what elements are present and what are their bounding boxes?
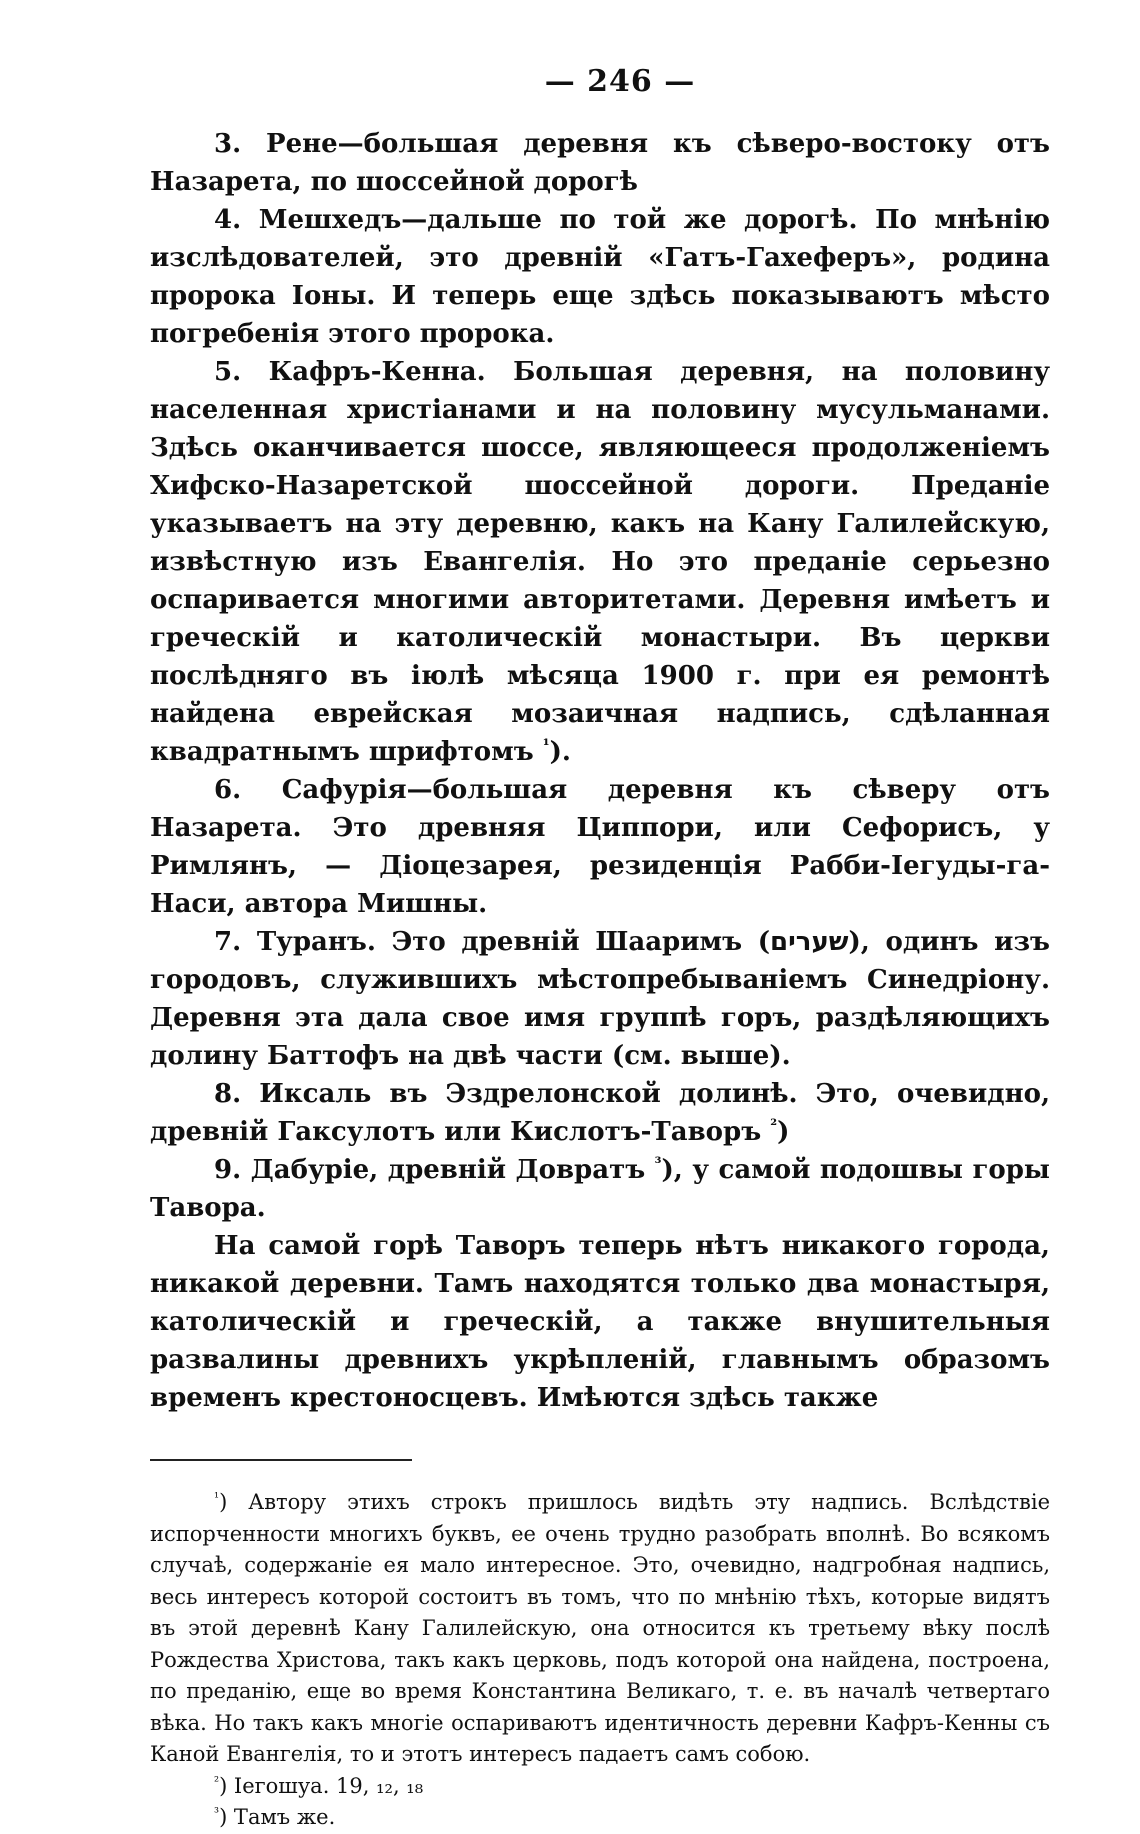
paragraph-tabor: На самой горѣ Таворъ теперь нѣтъ никакого города, никакой деревни. Тамъ находятся только два монастыря, католическій и греческій, а также внушительныя развалины древнихъ укрѣпленій, главнымъ образомъ временъ крестоносцевъ. Имѣются здѣсь также xyxy=(150,1231,1050,1413)
footnote-1: $^{^1}$) Автору этихъ строкъ пришлось видѣть эту надпись. Вслѣдствіе испорченности многихъ буквъ, ее очень трудно разобрать вполнѣ. Во всякомъ случаѣ, содержаніе ея мало интересное. Это, очевидно, надгробная надпись, весь интересъ которой состоитъ въ томъ, что по мнѣнію тѣхъ, которые видятъ въ этой деревнѣ Кану Галилейскую, она относится къ третьему вѣку послѣ Рождества Христова, такъ какъ церковь, подъ которой она найдена, построена, по преданію, еще во время Константина Великаго, т. е. въ началѣ четвертаго вѣка. Но такъ какъ многіе оспариваютъ идентичность деревни Кафръ-Кенны съ Каной Евангелія, то и этотъ интересъ падаетъ самъ собою. xyxy=(150,1489,1050,1766)
paragraph-item-9: 9. Дабуріе, древній Довратъ $^{^3}$), у самой подошвы горы Тавора. xyxy=(150,1153,1050,1223)
paragraph-item-7: 7. Туранъ. Это древній Шааримъ (שערים), одинъ изъ городовъ, служившихъ мѣстопребываніемъ Синедріону. Деревня эта дала свое имя группѣ горъ, раздѣляющихъ долину Баттофъ на двѣ части (см. выше). xyxy=(150,927,1050,1071)
footnote-mark: ¹ xyxy=(214,1489,220,1505)
hebrew-word: שערים xyxy=(770,927,849,957)
footnote-divider xyxy=(150,1459,412,1461)
page-number: — 246 — xyxy=(544,64,696,99)
paragraph-item-4: 4. Мешхедъ—дальше по той же дорогѣ. По мнѣнію изслѣдователей, это древній «Гатъ-Гахеферъ», родина пророка Іоны. И теперь еще здѣсь показываютъ мѣсто погребенія этого пророка. xyxy=(150,205,1050,349)
footnote-3: $^{^3}$) Тамъ же. xyxy=(214,1804,336,1829)
footnote-ref-2: ² xyxy=(770,1115,778,1135)
paragraph-item-3: 3. Рене—большая деревня къ сѣверо-востоку отъ Назарета, по шоссейной дорогѣ xyxy=(150,129,1050,197)
main-text xyxy=(150,125,1050,1417)
footnote-mark: ³ xyxy=(214,1804,220,1820)
paragraph-item-6: 6. Сафурія—большая деревня къ сѣверу отъ Назарета. Это древняя Циппори, или Сефорисъ, у Римлянъ, — Діоцезарея, резиденція Рабби-Іегуды-га-Наси, автора Мишны. xyxy=(150,775,1050,919)
book-page xyxy=(150,64,1050,1834)
footnote-mark: ² xyxy=(214,1772,220,1788)
paragraph-item-8: 8. Иксаль въ Эздрелонской долинѣ. Это, очевидно, древній Гаксулотъ или Кислотъ-Таворъ $^{^2}$) xyxy=(150,1079,1050,1147)
footnote-ref-3: ³ xyxy=(654,1153,662,1173)
footnote-ref-1: ¹ xyxy=(542,735,550,755)
footnotes xyxy=(150,1487,1050,1834)
footnote-2: $^{^2}$) Іегошуа. 19, ₁₂, ₁₈ xyxy=(214,1772,424,1798)
paragraph-item-5: 5. Кафръ-Кенна. Большая деревня, на половину населенная христіанами и на половину мусульманами. Здѣсь оканчивается шоссе, являющееся продолженіемъ Хифско-Назаретской шоссейной дороги. Преданіе указываетъ на эту деревню, какъ на Кану Галилейскую, извѣстную изъ Евангелія. Но это преданіе серьезно оспаривается многими авторитетами. Деревня имѣетъ и греческій и католическій монастыри. Въ церкви послѣдняго въ іюлѣ мѣсяца 1900 г. при ея ремонтѣ найдена еврейская мозаичная надпись, сдѣланная квадратнымъ шрифтомъ $^{^1}$). xyxy=(150,357,1050,767)
